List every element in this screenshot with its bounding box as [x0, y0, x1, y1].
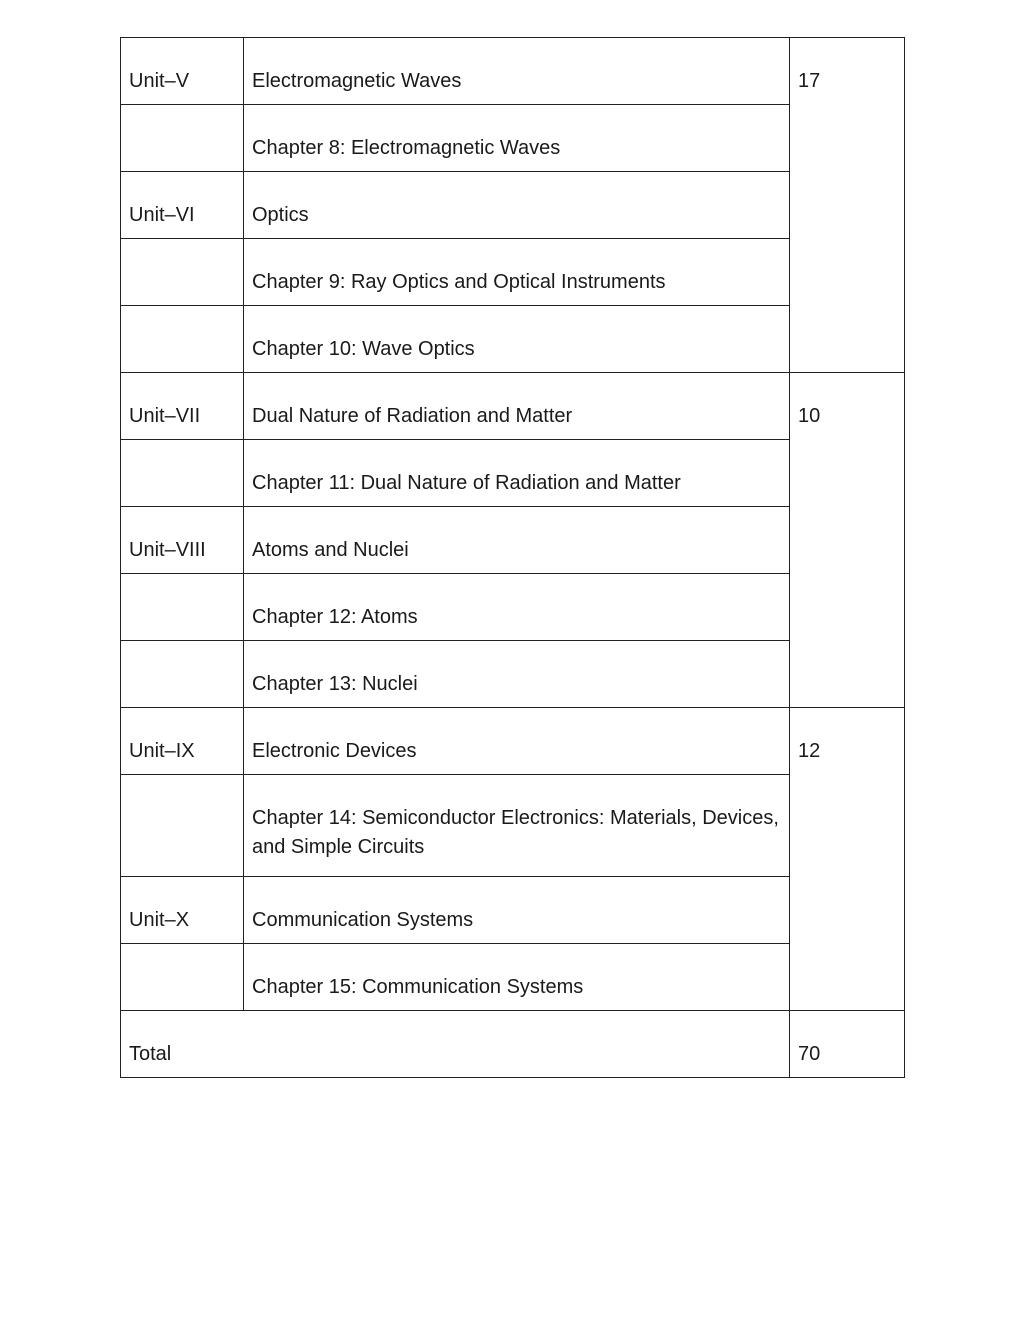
- topic-cell: Electromagnetic Waves: [244, 38, 790, 105]
- topic-cell: Dual Nature of Radiation and Matter: [244, 373, 790, 440]
- unit-cell: Unit–VI: [121, 172, 244, 239]
- total-marks: 70: [790, 1011, 905, 1078]
- table-row: [121, 239, 905, 306]
- unit-cell: Unit–VII: [121, 373, 244, 440]
- table-row: [121, 38, 905, 105]
- total-label: Total: [121, 1011, 790, 1078]
- topic-cell: Chapter 9: Ray Optics and Optical Instruments: [244, 239, 790, 306]
- table-row: [121, 641, 905, 708]
- unit-cell: [121, 775, 244, 877]
- marks-distribution-table: [120, 37, 905, 1078]
- table-row: [121, 172, 905, 239]
- total-row: [121, 1011, 905, 1078]
- topic-cell: Chapter 12: Atoms: [244, 574, 790, 641]
- topic-cell: Atoms and Nuclei: [244, 507, 790, 574]
- unit-cell: [121, 239, 244, 306]
- table-row: [121, 775, 905, 877]
- marks-cell: 12: [790, 708, 905, 1011]
- marks-cell: 17: [790, 38, 905, 373]
- unit-cell: Unit–X: [121, 877, 244, 944]
- topic-cell: Electronic Devices: [244, 708, 790, 775]
- table-row: [121, 373, 905, 440]
- topic-cell: Chapter 10: Wave Optics: [244, 306, 790, 373]
- table-row: [121, 574, 905, 641]
- unit-cell: [121, 440, 244, 507]
- unit-cell: Unit–V: [121, 38, 244, 105]
- table-row: [121, 944, 905, 1011]
- table-row: [121, 708, 905, 775]
- table-row: [121, 440, 905, 507]
- table-row: [121, 877, 905, 944]
- table-row: [121, 507, 905, 574]
- unit-cell: Unit–IX: [121, 708, 244, 775]
- topic-cell: Optics: [244, 172, 790, 239]
- unit-cell: [121, 306, 244, 373]
- unit-cell: [121, 944, 244, 1011]
- topic-cell: Chapter 11: Dual Nature of Radiation and Matter: [244, 440, 790, 507]
- topic-cell: Chapter 15: Communication Systems: [244, 944, 790, 1011]
- unit-cell: [121, 574, 244, 641]
- table-row: [121, 105, 905, 172]
- table-row: [121, 306, 905, 373]
- topic-cell: Chapter 13: Nuclei: [244, 641, 790, 708]
- marks-cell: 10: [790, 373, 905, 708]
- topic-cell: Chapter 8: Electromagnetic Waves: [244, 105, 790, 172]
- unit-cell: [121, 105, 244, 172]
- unit-cell: [121, 641, 244, 708]
- topic-cell: Chapter 14: Semiconductor Electronics: Materials, Devices, and Simple Circuits: [244, 775, 790, 877]
- unit-cell: Unit–VIII: [121, 507, 244, 574]
- topic-cell: Communication Systems: [244, 877, 790, 944]
